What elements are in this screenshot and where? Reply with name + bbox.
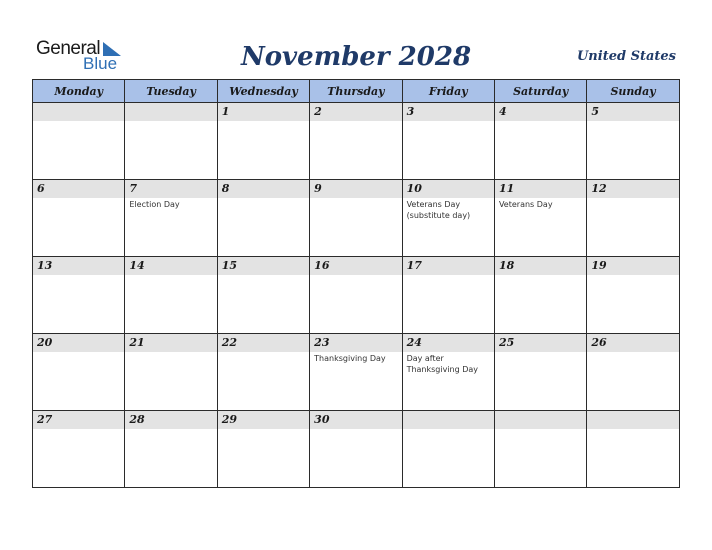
day-cell bbox=[125, 180, 217, 257]
weekday-header: Sunday bbox=[587, 80, 679, 103]
holiday-label bbox=[587, 198, 678, 199]
holiday-label bbox=[495, 121, 586, 122]
holiday-label bbox=[125, 275, 216, 276]
holiday-label bbox=[587, 121, 678, 122]
day-number: 17 bbox=[403, 257, 494, 275]
day-cell bbox=[587, 180, 679, 257]
day-cell bbox=[402, 180, 494, 257]
day-cell bbox=[402, 334, 494, 411]
day-number: 10 bbox=[403, 180, 494, 198]
country-label: United States bbox=[576, 49, 676, 64]
holiday-label bbox=[218, 429, 309, 430]
day-cell bbox=[217, 411, 309, 488]
holiday-label: Election Day bbox=[129, 200, 180, 209]
holiday-label bbox=[125, 429, 216, 430]
logo-text-blue: Blue bbox=[83, 54, 118, 73]
weekday-header: Saturday bbox=[494, 80, 586, 103]
day-number: 5 bbox=[587, 103, 678, 121]
holiday-label bbox=[495, 352, 586, 353]
day-number: 8 bbox=[218, 180, 309, 198]
weekday-header: Friday bbox=[402, 80, 494, 103]
holiday-label bbox=[33, 275, 124, 276]
holiday-label bbox=[310, 198, 401, 199]
day-number: 15 bbox=[218, 257, 309, 275]
day-cell bbox=[587, 103, 679, 180]
holiday-label: Day after Thanksgiving Day bbox=[406, 354, 479, 374]
holiday-label bbox=[125, 121, 216, 122]
week-row bbox=[33, 334, 680, 411]
day-number bbox=[587, 411, 678, 429]
day-number: 6 bbox=[33, 180, 124, 198]
day-number: 26 bbox=[587, 334, 678, 352]
day-cell bbox=[125, 103, 217, 180]
weekday-header: Monday bbox=[33, 80, 125, 103]
week-row bbox=[33, 257, 680, 334]
holiday-label: Veterans Day bbox=[498, 200, 553, 209]
week-row bbox=[33, 411, 680, 488]
day-cell bbox=[402, 257, 494, 334]
holiday-label bbox=[403, 121, 494, 122]
holiday-label bbox=[495, 275, 586, 276]
calendar-grid bbox=[32, 79, 680, 488]
day-cell bbox=[587, 257, 679, 334]
day-cell bbox=[402, 411, 494, 488]
holiday-label bbox=[403, 275, 494, 276]
day-cell bbox=[494, 411, 586, 488]
day-number: 30 bbox=[310, 411, 401, 429]
day-number: 24 bbox=[403, 334, 494, 352]
holiday-label bbox=[218, 198, 309, 199]
day-cell bbox=[125, 257, 217, 334]
day-cell bbox=[33, 411, 125, 488]
day-cell bbox=[310, 180, 402, 257]
holiday-label bbox=[33, 352, 124, 353]
day-cell bbox=[587, 334, 679, 411]
day-number: 19 bbox=[587, 257, 678, 275]
day-cell bbox=[33, 334, 125, 411]
day-number: 14 bbox=[125, 257, 216, 275]
holiday-label bbox=[587, 352, 678, 353]
holiday-label bbox=[218, 275, 309, 276]
day-number: 7 bbox=[125, 180, 216, 198]
day-cell bbox=[217, 180, 309, 257]
day-cell bbox=[125, 411, 217, 488]
day-number: 9 bbox=[310, 180, 401, 198]
day-cell bbox=[33, 180, 125, 257]
day-cell bbox=[310, 257, 402, 334]
day-cell bbox=[494, 180, 586, 257]
day-cell bbox=[494, 334, 586, 411]
holiday-label bbox=[218, 352, 309, 353]
day-cell bbox=[587, 411, 679, 488]
logo-text-general: General bbox=[36, 38, 101, 59]
holiday-label bbox=[403, 429, 494, 430]
holiday-label: Veterans Day (substitute day) bbox=[406, 200, 471, 220]
day-number: 12 bbox=[587, 180, 678, 198]
day-number: 23 bbox=[310, 334, 401, 352]
holiday-label: Thanksgiving Day bbox=[314, 354, 386, 363]
weekday-header: Tuesday bbox=[125, 80, 217, 103]
day-number bbox=[403, 411, 494, 429]
day-cell bbox=[217, 257, 309, 334]
day-number: 22 bbox=[218, 334, 309, 352]
day-cell bbox=[310, 103, 402, 180]
day-number: 3 bbox=[403, 103, 494, 121]
holiday-label bbox=[33, 198, 124, 199]
weekday-header: Thursday bbox=[310, 80, 402, 103]
day-number: 16 bbox=[310, 257, 401, 275]
day-cell bbox=[494, 257, 586, 334]
holiday-label bbox=[587, 275, 678, 276]
holiday-label bbox=[495, 429, 586, 430]
day-number: 28 bbox=[125, 411, 216, 429]
day-cell bbox=[494, 103, 586, 180]
day-cell bbox=[310, 411, 402, 488]
holiday-label bbox=[33, 429, 124, 430]
holiday-label bbox=[33, 121, 124, 122]
week-row bbox=[33, 103, 680, 180]
day-number bbox=[495, 411, 586, 429]
holiday-label bbox=[125, 352, 216, 353]
holiday-label bbox=[587, 429, 678, 430]
day-number: 4 bbox=[495, 103, 586, 121]
day-number: 20 bbox=[33, 334, 124, 352]
day-number: 25 bbox=[495, 334, 586, 352]
holiday-label bbox=[310, 429, 401, 430]
holiday-label bbox=[310, 275, 401, 276]
day-cell bbox=[33, 257, 125, 334]
weekday-header: Wednesday bbox=[217, 80, 309, 103]
week-row bbox=[33, 180, 680, 257]
day-cell bbox=[217, 334, 309, 411]
day-number bbox=[125, 103, 216, 121]
page-title: November 2028 bbox=[240, 42, 472, 72]
weekday-header-row bbox=[33, 80, 680, 103]
day-cell bbox=[125, 334, 217, 411]
day-number: 2 bbox=[310, 103, 401, 121]
day-number: 13 bbox=[33, 257, 124, 275]
day-number: 11 bbox=[495, 180, 586, 198]
day-number: 21 bbox=[125, 334, 216, 352]
day-cell bbox=[310, 334, 402, 411]
day-cell bbox=[402, 103, 494, 180]
day-cell bbox=[33, 103, 125, 180]
holiday-label bbox=[218, 121, 309, 122]
day-number: 18 bbox=[495, 257, 586, 275]
day-number: 29 bbox=[218, 411, 309, 429]
holiday-label bbox=[310, 121, 401, 122]
day-cell bbox=[217, 103, 309, 180]
day-number: 1 bbox=[218, 103, 309, 121]
day-number bbox=[33, 103, 124, 121]
day-number: 27 bbox=[33, 411, 124, 429]
